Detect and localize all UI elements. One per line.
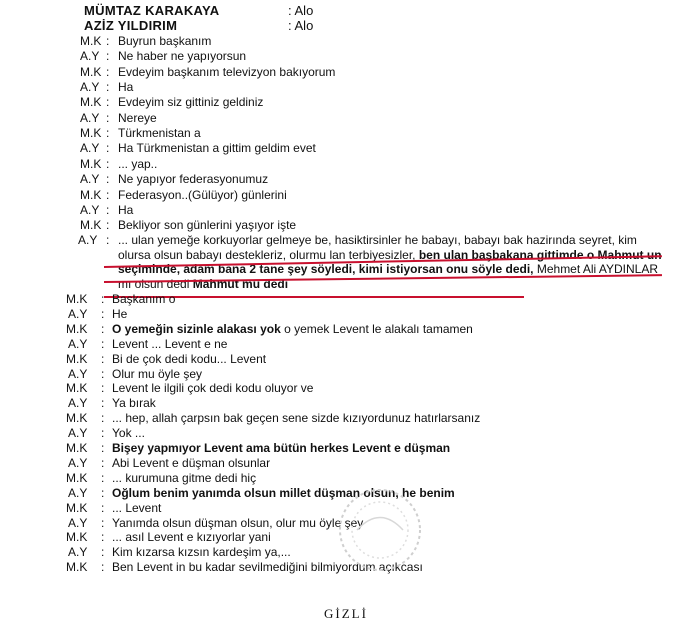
dialogue-line [0, 411, 683, 426]
colon: : [101, 381, 105, 396]
speaker-label: M.K [66, 560, 88, 575]
dialogue-line [0, 352, 683, 367]
dialogue-line [0, 49, 683, 64]
speaker-label: M.K [66, 441, 88, 455]
paragraph-speaker: A.Y [78, 233, 98, 247]
line-text: ... Levent [112, 500, 162, 515]
dialogue-line [0, 367, 683, 382]
line-text: ... yap.. [118, 156, 158, 171]
speaker-label: A.Y [68, 366, 88, 381]
speaker-label: A.Y [68, 515, 88, 530]
colon: : [101, 366, 105, 381]
dialogue-line [0, 172, 683, 187]
dialogue-line [0, 456, 683, 471]
colon: : [106, 64, 110, 79]
colon: : [101, 485, 105, 500]
colon: : [101, 500, 105, 515]
speaker-label: A.Y [68, 336, 88, 351]
line-text: Levent ... Levent e ne [112, 336, 228, 351]
colon: : [106, 218, 110, 233]
colon: : [101, 306, 105, 321]
colon: : [106, 141, 110, 156]
colon: : [106, 187, 110, 202]
line-text: Kim kızarsa kızsın kardeşim ya,... [112, 545, 291, 560]
line-rest-text: o yemek Levent le alakalı tamamen [280, 321, 473, 336]
dialogue-line [0, 530, 683, 545]
colon: : [101, 455, 105, 470]
line-text: Yok ... [112, 426, 145, 441]
speaker2-value: : Alo [288, 18, 314, 33]
dialogue-line [0, 337, 683, 352]
colon: : [101, 351, 105, 366]
line-text: Bi de çok dedi kodu... Levent [112, 351, 267, 366]
speaker-label: M.K [80, 34, 102, 48]
line-text: He [112, 306, 128, 321]
classification-footer: GİZLİ [324, 606, 368, 621]
line-text: Bekliyor son günlerini yaşıyor işte [118, 218, 297, 233]
dialogue-line [0, 95, 683, 110]
speaker-label: A.Y [68, 306, 88, 321]
speaker-label: A.Y [80, 172, 100, 187]
speaker1-value: : Alo [288, 3, 314, 18]
colon: : [101, 396, 105, 411]
dialogue-line [0, 218, 683, 233]
paragraph-bold2: Mahmut mu dedi [192, 276, 289, 291]
speaker1-name: MÜMTAZ KARAKAYA [84, 3, 220, 18]
paragraph-colon: : [106, 233, 110, 247]
colon: : [106, 95, 110, 110]
dialogue-line [0, 111, 683, 126]
colon: : [101, 515, 105, 530]
speaker-label: A.Y [68, 455, 88, 470]
speaker-label: M.K [66, 292, 88, 306]
colon: : [106, 49, 110, 64]
colon: : [106, 80, 110, 95]
dialogue-line [0, 188, 683, 203]
line-text: Buyrun başkanım [118, 34, 212, 48]
speaker-label: M.K [66, 470, 88, 485]
line-text: Yanımda olsun düşman olsun, olur mu öyle şey [112, 515, 364, 530]
dialogue-line [0, 65, 683, 80]
colon: : [106, 172, 110, 187]
dialogue-line [0, 80, 683, 95]
colon: : [101, 441, 105, 455]
dialogue-line [0, 396, 683, 411]
line-text: Başkanım o [112, 292, 176, 306]
paragraph-part2: Mehmet Ali AYDINLAR mı olsun dedi [118, 262, 658, 291]
dialogue-line [0, 141, 683, 156]
colon: : [101, 545, 105, 560]
speaker-label: A.Y [80, 141, 100, 156]
speaker-label: M.K [80, 64, 102, 79]
speaker-label: M.K [80, 156, 102, 171]
speaker2-name: AZİZ YILDIRIM [84, 18, 178, 33]
line-bold-text: Oğlum benim yanımda olsun millet düşman olsun, he benim [112, 485, 455, 500]
colon: : [101, 411, 105, 426]
line-text: Levent le ilgili çok dedi kodu oluyor ve [112, 381, 314, 396]
colon: : [106, 126, 110, 141]
line-text: ... kurumuna gitme dedi hiç [112, 470, 257, 485]
line-text: Ben Levent in bu kadar sevilmediğini bilmiyordum açıkcası [112, 560, 423, 575]
dialogue-line [0, 292, 683, 307]
speaker-label: A.Y [68, 426, 88, 441]
dialogue-line [0, 471, 683, 486]
line-text [112, 486, 455, 501]
line-text: Ne haber ne yapıyorsun [118, 49, 247, 64]
line-text: Türkmenistan a [118, 126, 201, 141]
line-text: Ha [118, 80, 134, 95]
line-text: Evdeyim başkanım televizyon bakıyorum [118, 64, 336, 79]
colon: : [101, 321, 105, 336]
dialogue-line [0, 486, 683, 501]
line-text: ... asıl Levent e kızıyorlar yani [112, 530, 271, 545]
speaker-label: A.Y [68, 396, 88, 411]
speaker-label: A.Y [80, 49, 100, 64]
dialogue-line [0, 545, 683, 560]
colon: : [106, 156, 110, 171]
dialogue-line [0, 441, 683, 456]
line-text: Federasyon..(Gülüyor) günlerini [118, 187, 287, 202]
speaker-label: A.Y [80, 110, 100, 125]
speaker-label: M.K [66, 321, 88, 336]
colon: : [101, 470, 105, 485]
colon: : [101, 292, 105, 306]
speaker-label: M.K [80, 126, 102, 141]
dialogue-line [0, 516, 683, 531]
line-bold-text: O yemeğin sizinle alakası yok [112, 321, 281, 336]
dialogue-line [0, 157, 683, 172]
colon: : [101, 560, 105, 575]
colon: : [101, 530, 105, 545]
speaker-label: M.K [66, 411, 88, 426]
speaker-label: M.K [66, 351, 88, 366]
colon: : [106, 202, 110, 217]
colon: : [106, 34, 110, 48]
line-text: Ya bırak [112, 396, 156, 411]
line-bold-text: Bişey yapmıyor Levent ama bütün herkes Levent e düşman [112, 441, 451, 455]
speaker-label: M.K [80, 95, 102, 110]
dialogue-line [0, 381, 683, 396]
line-text: Ne yapıyor federasyonumuz [118, 172, 269, 187]
line-text: Abi Levent e düşman olsunlar [112, 455, 271, 470]
line-text: Ha [118, 202, 134, 217]
dialogue-line [0, 307, 683, 322]
speaker-label: A.Y [80, 80, 100, 95]
paragraph-part1: ... ulan yemeğe korkuyorlar gelmeye be, hasiktirsinler he babayı, babayı bak hazirında seyret, kim olursa olsun babayı destekleriz, olurmu lan terbiyesizler, [118, 233, 637, 262]
speaker-label: M.K [66, 530, 88, 545]
dialogue-line [0, 126, 683, 141]
line-text: Ha Türkmenistan a gittim geldim evet [118, 141, 316, 156]
dialogue-line [0, 426, 683, 441]
dialogue-line [0, 501, 683, 516]
speaker-label: A.Y [80, 202, 100, 217]
line-text [112, 441, 450, 456]
colon: : [106, 110, 110, 125]
line-text: Olur mu öyle şey [112, 366, 203, 381]
dialogue-line [0, 322, 683, 337]
colon: : [101, 426, 105, 441]
line-text [112, 322, 473, 337]
line-text: Evdeyim siz gittiniz geldiniz [118, 95, 264, 110]
dialogue-line [0, 560, 683, 575]
paragraph-bold1: ben ulan başbakana gittimde o Mahmut un seçiminde, adam bana 2 tane şey söyledi, kimi istiyorsan onu söyle dedi, [118, 247, 662, 276]
speaker-label: M.K [66, 381, 88, 396]
speaker-label: A.Y [68, 545, 88, 560]
speaker-label: A.Y [68, 485, 88, 500]
speaker-label: M.K [66, 500, 88, 515]
dialogue-line [0, 203, 683, 218]
speaker-label: M.K [80, 187, 102, 202]
dialogue-line [0, 34, 683, 49]
speaker-label: M.K [80, 218, 102, 233]
line-text: ... hep, allah çarpsın bak geçen sene sizde kızıyordunuz hatırlarsanız [112, 411, 481, 426]
line-text: Nereye [118, 110, 157, 125]
colon: : [101, 336, 105, 351]
